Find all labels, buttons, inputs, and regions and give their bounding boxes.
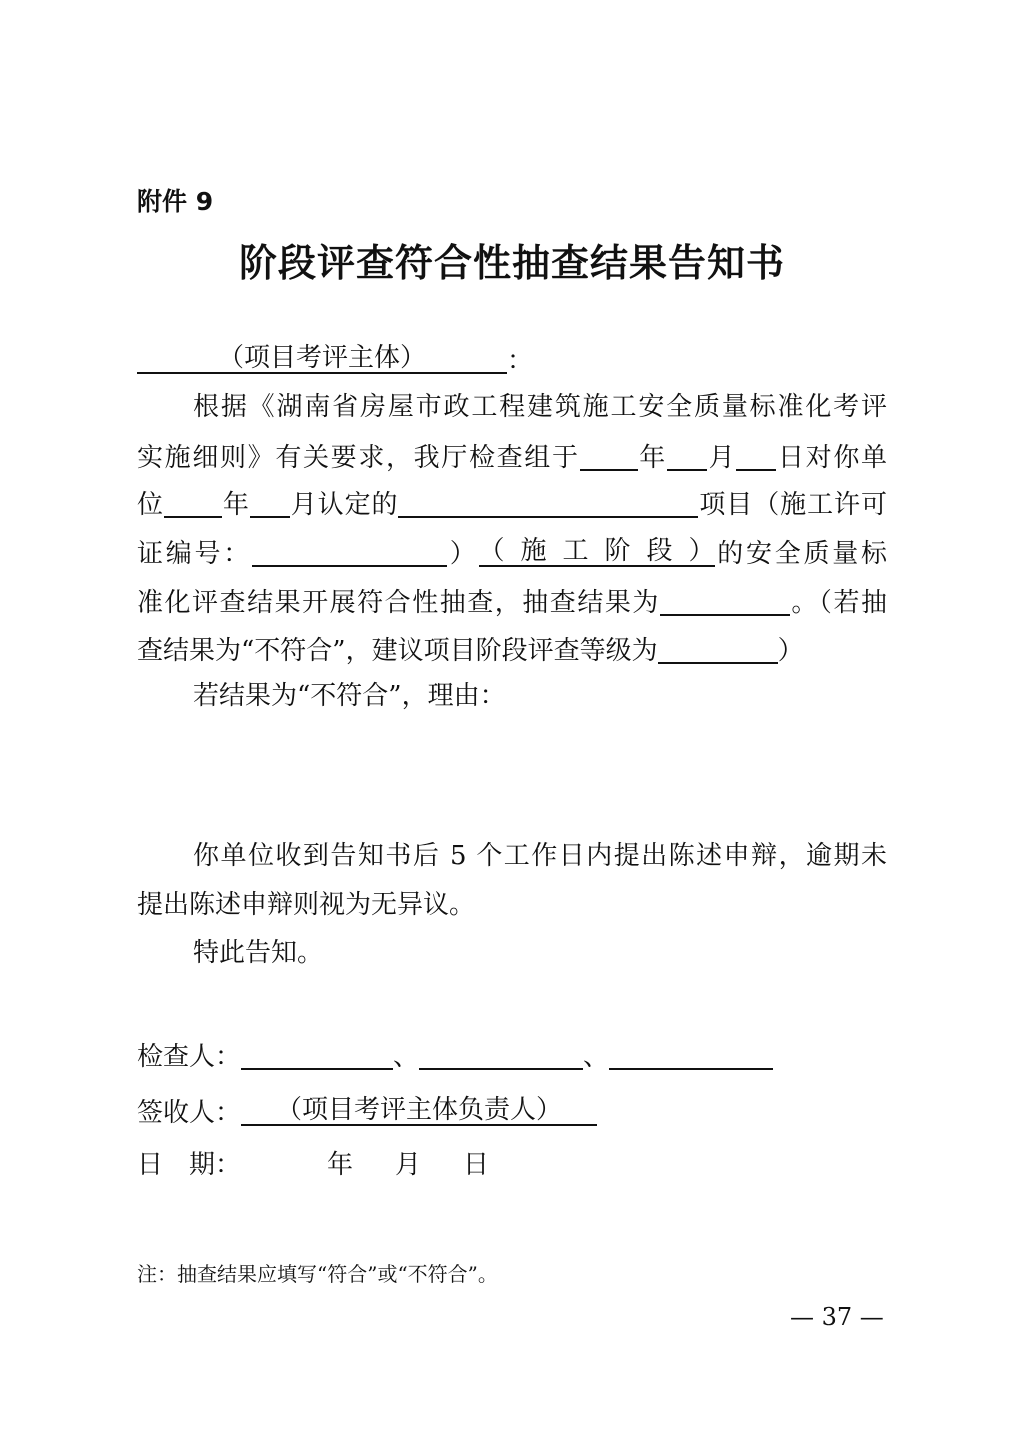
body-line-2 xyxy=(137,441,887,471)
inspector-blank-1[interactable] xyxy=(241,1040,393,1070)
date-label: 日 期： xyxy=(137,1150,242,1180)
construction-stage-placeholder: （施工阶段） xyxy=(478,536,715,566)
document-title: 阶段评查符合性抽查结果告知书 xyxy=(238,240,785,285)
receiver-placeholder: （项目考评主体负责人） xyxy=(276,1095,563,1125)
body-line-9: 提出陈述申辩则视为无异议。 xyxy=(137,890,476,920)
body-line-3 xyxy=(137,488,887,518)
closing-text: 特此告知。 xyxy=(193,938,324,968)
receiver-blank[interactable] xyxy=(241,1096,597,1126)
inspect-month-blank[interactable] xyxy=(667,441,707,471)
text-segment: 的安全质量标 xyxy=(714,539,887,569)
text-segment: 准化评查结果开展符合性抽查，抽查结果为 xyxy=(137,588,660,618)
receiver-label: 签收人： xyxy=(137,1098,242,1128)
addressee-placeholder: （项目考评主体） xyxy=(217,343,426,373)
separator: 、 xyxy=(393,1042,420,1072)
construction-stage-blank[interactable] xyxy=(479,537,715,567)
footnote: 注：抽查结果应填写“符合”或“不符合”。 xyxy=(137,1262,498,1286)
date-day-label: 日 xyxy=(463,1150,490,1180)
body-line-6 xyxy=(137,634,837,664)
body-line-1: 根据《湖南省房屋市政工程建筑施工安全质量标准化考评 xyxy=(193,392,887,422)
inspector-blank-2[interactable] xyxy=(419,1040,583,1070)
body-line-8: 你单位收到告知书后 5 个工作日内提出陈述申辩，逾期未 xyxy=(193,841,887,871)
inspect-day-blank[interactable] xyxy=(736,441,776,471)
certified-year-blank[interactable] xyxy=(164,488,222,518)
inspector-label: 检查人： xyxy=(137,1042,242,1072)
inspect-year-blank[interactable] xyxy=(580,441,638,471)
text-segment: 实施细则》有关要求，我厅检查组于 xyxy=(137,443,580,473)
text-segment: 年 xyxy=(221,490,250,520)
text-segment: ） xyxy=(777,636,804,666)
text-segment: 查结果为“不符合”，建议项目阶段评查等级为 xyxy=(137,636,658,666)
date-month-label: 月 xyxy=(395,1150,422,1180)
page-number: — 37 — xyxy=(790,1303,884,1331)
certified-month-blank[interactable] xyxy=(250,488,290,518)
body-line-5 xyxy=(137,586,887,616)
text-segment: 。（若抽 xyxy=(789,588,887,618)
permit-number-blank[interactable] xyxy=(252,537,447,567)
separator: 、 xyxy=(583,1042,610,1072)
suggested-grade-blank[interactable] xyxy=(658,634,778,664)
text-segment: 日对你单 xyxy=(776,443,887,473)
addressee-line xyxy=(137,344,887,374)
project-name-blank[interactable] xyxy=(398,488,698,518)
text-segment: ） xyxy=(447,539,479,569)
text-segment: 证编号： xyxy=(137,539,252,569)
body-line-4 xyxy=(137,537,887,567)
addressee-colon: ： xyxy=(507,346,534,376)
attachment-label: 附件 9 xyxy=(137,187,214,216)
text-segment: 月认定的 xyxy=(289,490,399,520)
inspector-blank-3[interactable] xyxy=(609,1040,773,1070)
date-year-label: 年 xyxy=(327,1150,354,1180)
inspector-line xyxy=(137,1040,887,1070)
addressee-blank[interactable] xyxy=(137,344,507,374)
text-segment: 月 xyxy=(706,443,737,473)
text-segment: 项目（施工许可 xyxy=(698,490,887,520)
check-result-blank[interactable] xyxy=(660,586,790,616)
date-line xyxy=(137,1152,887,1178)
text-segment: 年 xyxy=(637,443,667,473)
reason-label: 若结果为“不符合”，理由： xyxy=(193,681,506,711)
receiver-line xyxy=(137,1096,887,1126)
text-segment: 位 xyxy=(137,490,164,520)
